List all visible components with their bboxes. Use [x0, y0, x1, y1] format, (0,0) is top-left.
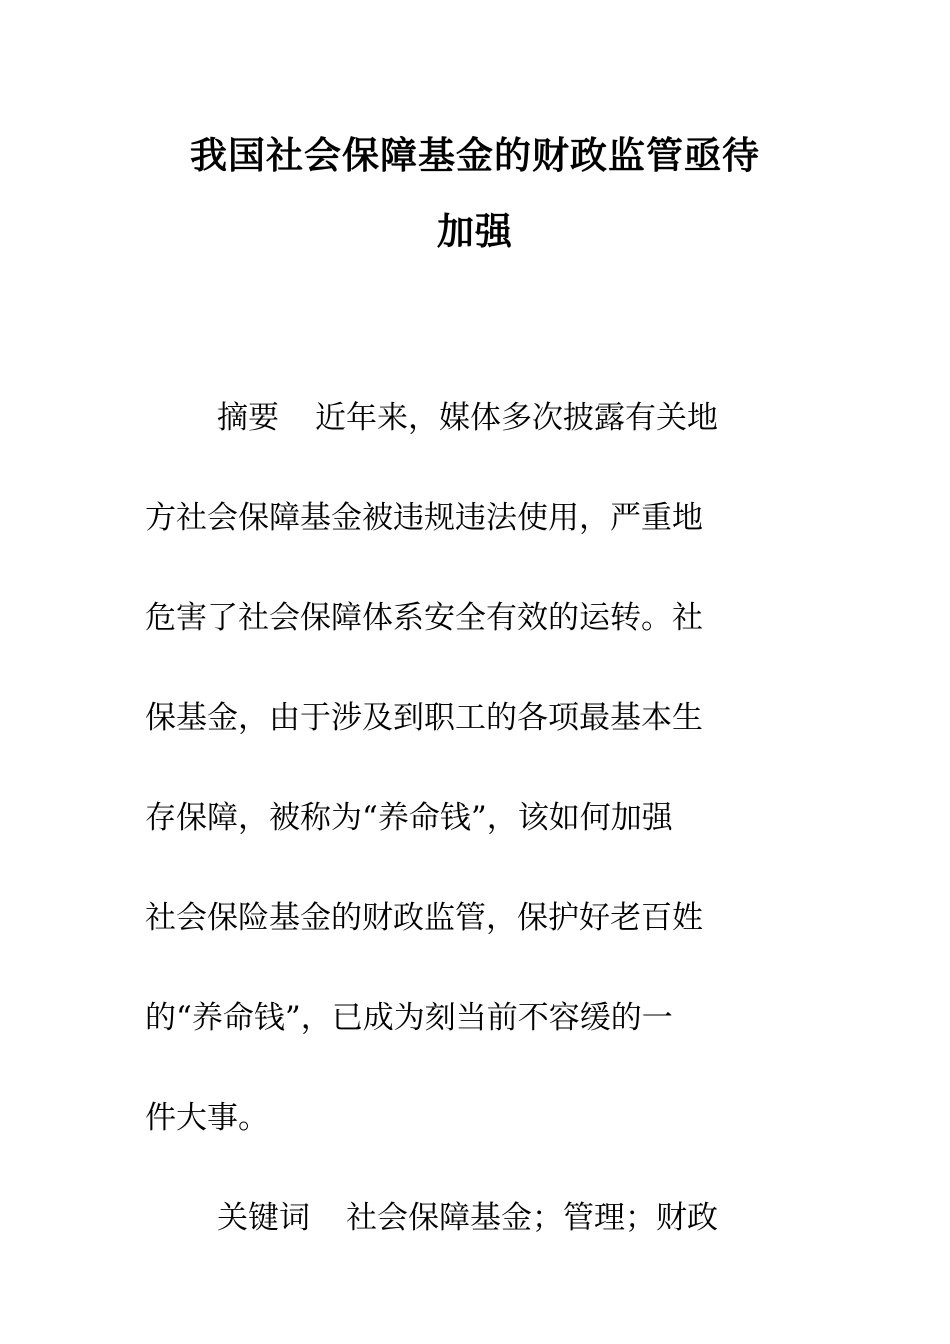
abstract-line-8: 件大事。 [145, 1100, 269, 1136]
abstract-line-5: 存保障，被称为“养命钱”，该如何加强 [145, 800, 673, 836]
title-line-2: 加强 [437, 210, 513, 253]
abstract-line-3: 危害了社会保障体系安全有效的运转。社 [145, 600, 703, 636]
abstract-line-2: 方社会保障基金被违规违法使用，严重地 [145, 500, 703, 536]
abstract-label: 摘要 [217, 400, 279, 436]
abstract-text: 近年来，媒体多次披露有关地 [315, 400, 718, 436]
document-body [145, 368, 785, 1268]
abstract-line-7: 的“养命钱”，已成为刻当前不容缓的一 [145, 1000, 673, 1036]
abstract-line-4: 保基金，由于涉及到职工的各项最基本生 [145, 700, 703, 736]
document-title [145, 118, 805, 270]
abstract-line-6: 社会保险基金的财政监管，保护好老百姓 [145, 900, 703, 936]
keywords-line [145, 1168, 785, 1268]
abstract-line-1 [145, 368, 785, 468]
keywords-text: 社会保障基金；管理；财政 [346, 1200, 718, 1236]
keywords-label: 关键词 [217, 1200, 310, 1236]
title-line-1: 我国社会保障基金的财政监管亟待 [190, 134, 760, 177]
